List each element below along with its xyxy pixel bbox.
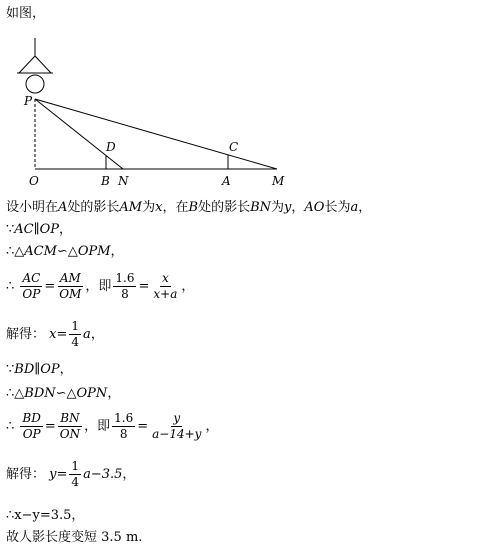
var-y: y (49, 467, 57, 482)
solution-y (6, 460, 135, 490)
numerator: BD (22, 411, 41, 425)
numerator: BN (60, 411, 80, 425)
var-x: x (155, 200, 163, 215)
therefore-similar-acm-opm (6, 244, 124, 260)
text: ， (59, 362, 73, 377)
conclusion-text: 故人影长度变短 3.5 m. (6, 530, 143, 545)
text: ， (122, 467, 136, 482)
denominator: x+a (153, 287, 178, 301)
text: 处的影长 (67, 200, 120, 215)
text: ， (90, 327, 104, 342)
numerator: 1.6 (115, 271, 135, 285)
because-bd-parallel-op (6, 362, 73, 378)
fraction (150, 412, 203, 441)
fraction (20, 272, 42, 301)
var-ao: AO (304, 200, 325, 215)
denominator: a−14+y (152, 427, 202, 441)
denominator: OP (22, 427, 41, 441)
ratio-equation-1 (6, 272, 194, 302)
text: = (44, 419, 56, 434)
var-b-point: B (188, 200, 199, 215)
text: 为 (271, 200, 285, 215)
math-expr: △ACM∽△OPM (14, 244, 111, 259)
var-am: AM (119, 200, 143, 215)
var-x: x (49, 327, 57, 342)
numerator: 1 (71, 459, 80, 473)
fraction (57, 272, 83, 301)
therefore-symbol: ∴ (6, 279, 15, 294)
math-expr: △BDN∽△OPN (14, 386, 108, 401)
therefore-similar-bdn-opn (6, 386, 120, 402)
var-a: a (83, 327, 91, 342)
text: ， (59, 222, 73, 237)
denominator: 4 (71, 335, 80, 349)
text: = (138, 279, 150, 294)
denominator: OP (22, 287, 41, 301)
label-d: D (106, 140, 116, 154)
intro-text: 如图， (6, 6, 46, 21)
math-expr: a−3.5 (83, 467, 123, 482)
fraction (151, 272, 179, 301)
text: ，在 (162, 200, 189, 215)
fraction (69, 460, 81, 489)
text: ， (181, 279, 195, 294)
label-a: A (222, 174, 231, 188)
therefore-symbol: ∴ (6, 508, 15, 523)
var-a-point: A (58, 200, 68, 215)
numerator: 1.6 (114, 411, 134, 425)
ray-pn (35, 99, 123, 169)
therefore-symbol: ∴ (6, 386, 15, 401)
text: ， (358, 200, 372, 215)
street-lamp-icon (17, 38, 53, 93)
text: = (56, 467, 68, 482)
var-bn: BN (250, 200, 272, 215)
therefore-symbol: ∴ (6, 244, 15, 259)
text: = (44, 279, 56, 294)
ray-pm (35, 99, 277, 169)
text: 长为 (324, 200, 351, 215)
text: ，即 (85, 279, 112, 294)
because-symbol: ∵ (6, 222, 15, 237)
var-a: a (350, 200, 359, 215)
math-expr: x−y=3.5 (14, 508, 72, 523)
denominator: 8 (121, 287, 129, 301)
numerator: y (173, 411, 181, 425)
text: ， (291, 200, 305, 215)
text: = (56, 327, 68, 342)
therefore-symbol: ∴ (6, 419, 15, 434)
text: ， (205, 419, 219, 434)
because-symbol: ∵ (6, 362, 15, 377)
text: ， (110, 244, 124, 259)
fraction (20, 412, 42, 441)
fraction (69, 320, 81, 349)
label-c: C (229, 140, 239, 154)
var-y: y (284, 200, 292, 215)
label-m: M (272, 174, 285, 188)
fraction (113, 272, 136, 301)
text: ，即 (84, 419, 111, 434)
geometry-figure (0, 28, 487, 223)
text: ， (71, 508, 85, 523)
denominator: OM (59, 287, 82, 301)
label-p: P (24, 94, 33, 108)
fraction (112, 412, 135, 441)
setup-line (6, 200, 371, 216)
text: 解得： (6, 327, 46, 342)
text: 处的影长 (198, 200, 251, 215)
numerator: AC (22, 271, 41, 285)
text: 解得： (6, 467, 46, 482)
difference-line (6, 508, 84, 524)
label-n: N (118, 174, 129, 188)
numerator: x (161, 271, 169, 285)
solution-x (6, 320, 104, 350)
text: 为 (142, 200, 156, 215)
denominator: ON (59, 427, 81, 441)
text: = (137, 419, 149, 434)
math-expr: BD∥OP (14, 362, 60, 377)
ratio-equation-2 (6, 412, 218, 442)
text: 设小明在 (6, 200, 59, 215)
math-expr: AC∥OP (14, 222, 60, 237)
label-b: B (101, 174, 110, 188)
label-o: O (29, 174, 39, 188)
denominator: 4 (71, 475, 80, 489)
text: ， (107, 386, 121, 401)
denominator: 8 (119, 427, 128, 441)
fraction (58, 412, 82, 441)
numerator: AM (59, 271, 81, 285)
numerator: 1 (71, 319, 80, 333)
because-ac-parallel-op (6, 222, 72, 238)
